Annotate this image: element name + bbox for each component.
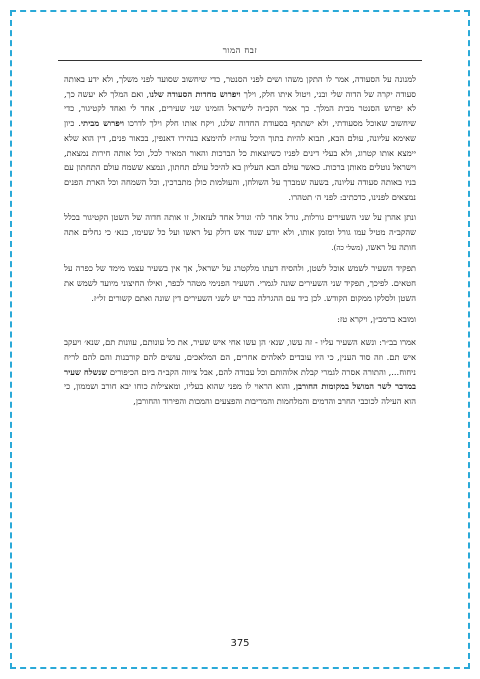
paragraph-p2: [64, 210, 416, 255]
source-citation: (משלי כה).: [331, 243, 363, 252]
text-run: , ואם המלך לא יעשה כך, לא יפרוש הסנטר מבית המלך. כך אמר הקב״ה לישראל הזמינו שני שעירים, אחד לי ואחד לקטיגור, כדי שיחשוב שאוכל מסעודתי, ולא ישתתף בסעודת החדוה שלנו, ויקח אותו חלק וילך לדרכו: [64, 88, 416, 129]
text-run: ונתן אהרן על שני השעירים גורלות, גורל אחד לה׳ וגורל אחד לעזאזל, זו אותה חדוה של השטן הקטיגור בכלל שהקב״ה מטיל עמו גורל ומזמן אותו, ולא יודע שנוד אש דולק על ראשו ועל כל שעימו, כנא׳ כי גחלים אתה חותה על ראשו,: [64, 212, 416, 252]
paragraph-p3: [64, 261, 416, 305]
main-text: [64, 72, 416, 415]
paragraph-p1: [64, 72, 416, 204]
bold-text-run: ויפרוש מחדות הסעודה שלנו: [149, 88, 241, 99]
paragraph-p4: [64, 312, 416, 327]
text-run: אמרו בב״ר: ונשא השעיר עליו - זה עשו, שנא׳ הן עשו אחי איש שעיר, את כל עונותם, עוונות תם, שנא׳ ויעקב איש תם. וזה סוד הענין, כי היו עובדים לאלהים אחרים, הם המלאכים, עושים להם קורבנות והם להם לריח ניחוח..., והתורה אסרה לגמרי קבלת אלוהותם וכל עבודה להם, אבל ציווה הקב״ה ביום הכיפורים: [64, 337, 417, 377]
text-run: . כיון שאימא עליונה, עולם הבא, תבוא להיות בתוך היכל עוה״ז להימצא בנהירו דאנפין, בכאור פנים, דין הוא שלא יימצא אותו קטרוג, ולא בעלי דינים לפניו כשיוצאות כל הברכות והאור המאיר לכל, וכל אותה חירות נמצאת, וישראל נוטלים מאותן ברכות. כאשר עולם הבא העליון בא להיכל עולם תחתון, ונמצא ששמח עולם התחתון עם בניו באותה סעודה עליונה, בשעה שמברך על השולחן, והעולמות כולן מתברכין, וכל השמחה וכל הארת הפנים נמצאים לפנינו, כדכתיב: לפני ה׳ תטהרו.: [64, 118, 416, 202]
text-run: תפקיד השעיר לשמש אוכל לשטן, ולהסיח דעתו מלקטרג על ישראל, אך אין בשעיר עצמו מימד של כפרה על חטאים. לפיכך, תפקיד שני השעירים שונה לגמרי. השעיר הפנימי מטהר לכפר, ואילו החיצוני מיועד לשמש את השטן ולסלקו ממקום הקודש. לכן כיד עם ההגרלה כבר יש לשני השעירים דין שונה ואתם קשורים זל״ז.: [64, 263, 416, 303]
page-number: 375: [230, 638, 250, 649]
paragraph-p5: [64, 335, 416, 409]
bold-text-run: ויפרוש מביתי: [80, 118, 125, 129]
text-run: , והוא הראוי לו מפני שהוא בעליו, ומאצילות כוחו יבא חורב ושממון, כי הוא העילה לכוכבי החרב והדמים והמלחמות והמריבות והפצעים והמכות והפירוד והחורבן,: [64, 381, 416, 407]
running-header: [58, 44, 422, 61]
text-run: למנונה על הסעודה, אמר לו התקן משהו ושים לפני הסנטר, כדי שיחשוב שסועד לפני משלך, ולא ידע באותה סעודה יקרה של הדוה שלי ובני, ויטול איתו חלק, וילך: [64, 74, 417, 99]
header-title: זבח המור: [222, 46, 258, 56]
bold-text-run: שנשלח שעיר במדבר לשר המושל במקומות החורבן: [64, 366, 417, 392]
text-run: ומובא ברמב״ן, ויקרא טז:: [337, 313, 416, 324]
